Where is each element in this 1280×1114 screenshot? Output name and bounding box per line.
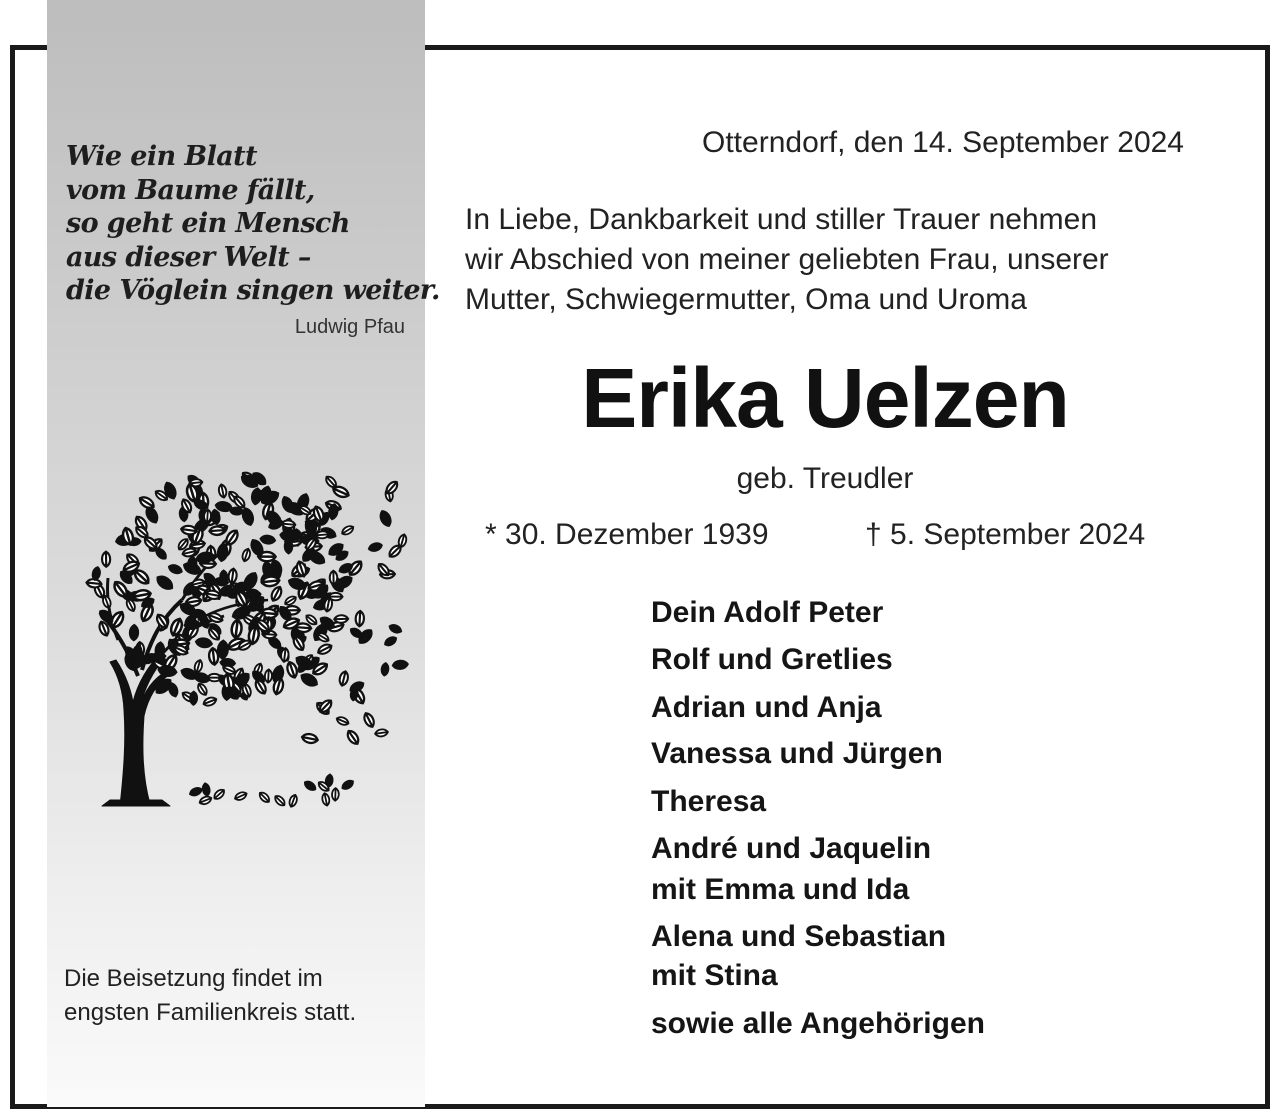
leaf-icon bbox=[384, 479, 400, 495]
leaf-icon bbox=[168, 563, 183, 575]
leaf-icon bbox=[196, 682, 209, 697]
leaf-icon bbox=[338, 670, 349, 686]
leaf-icon bbox=[378, 509, 392, 527]
leaf-icon bbox=[330, 571, 338, 585]
leaf-icon bbox=[355, 611, 364, 627]
leaf-icon bbox=[193, 659, 203, 673]
leaf-icon bbox=[345, 729, 361, 747]
leaf-icon bbox=[231, 619, 243, 638]
leaf-icon bbox=[195, 638, 212, 649]
leaf-icon bbox=[212, 788, 226, 801]
leaf-icon bbox=[283, 594, 297, 606]
leaf-icon bbox=[316, 531, 330, 539]
leaf-icon bbox=[169, 617, 184, 637]
poem-line: so geht ein Mensch bbox=[66, 208, 350, 239]
leaf-icon bbox=[368, 542, 383, 553]
leaf-icon bbox=[234, 790, 248, 801]
burial-line: engsten Familienkreis statt. bbox=[64, 999, 357, 1026]
leaf-icon bbox=[375, 729, 389, 738]
intro-line: wir Abschied von meiner geliebten Frau, unserer bbox=[465, 243, 1109, 276]
leaf-icon bbox=[303, 779, 317, 792]
intro-text bbox=[465, 200, 1225, 320]
leaf-icon bbox=[349, 626, 364, 639]
leaf-icon bbox=[281, 520, 295, 529]
poem-author: Ludwig Pfau bbox=[294, 316, 405, 338]
place-date: Otterndorf, den 14. September 2024 bbox=[702, 126, 1184, 159]
leaf-icon bbox=[331, 484, 350, 499]
deceased-name: Erika Uelzen bbox=[581, 351, 1069, 445]
leaf-icon bbox=[393, 660, 408, 669]
leaf-icon bbox=[260, 535, 275, 545]
mourner-line: mit Emma und Ida bbox=[651, 873, 910, 906]
leaf-icon bbox=[228, 568, 238, 584]
maiden-name: geb. Treudler bbox=[736, 462, 914, 495]
leaf-icon bbox=[332, 788, 339, 801]
leaf-icon bbox=[288, 794, 299, 808]
leaf-icon bbox=[193, 672, 210, 684]
leaf-icon bbox=[388, 623, 402, 634]
leaf-icon bbox=[383, 635, 397, 647]
leaf-icon bbox=[335, 715, 349, 726]
leaf-icon bbox=[202, 696, 217, 708]
mourner-line: André und Jaquelin bbox=[651, 832, 932, 865]
leaf-icon bbox=[209, 526, 225, 535]
mourner-line: Rolf und Gretlies bbox=[651, 643, 893, 676]
leaf-icon bbox=[273, 794, 287, 808]
leaf-icon bbox=[281, 495, 295, 513]
mourner-line: Vanessa und Jürgen bbox=[651, 737, 943, 770]
leaf-icon bbox=[130, 625, 139, 640]
leaf-icon bbox=[307, 549, 326, 566]
leaf-icon bbox=[190, 692, 198, 705]
leaf-icon bbox=[341, 779, 355, 792]
leaf-icon bbox=[230, 507, 243, 515]
leaf-icon bbox=[340, 524, 355, 537]
leaf-icon bbox=[376, 562, 391, 578]
leaf-icon bbox=[198, 795, 212, 806]
poem bbox=[66, 140, 440, 308]
mourner-line: Adrian und Anja bbox=[651, 691, 882, 724]
leaf-icon bbox=[202, 783, 211, 797]
death-date: † 5. September 2024 bbox=[865, 518, 1146, 551]
leaf-icon bbox=[184, 620, 200, 629]
mourner-line: Alena und Sebastian bbox=[651, 920, 947, 953]
leaf-icon bbox=[258, 790, 272, 804]
birth-date: * 30. Dezember 1939 bbox=[485, 518, 769, 551]
leaf-icon bbox=[241, 548, 252, 563]
leaf-icon bbox=[397, 533, 408, 548]
leaf-icon bbox=[265, 669, 273, 683]
leaf-icon bbox=[218, 641, 228, 659]
mourner-line: Theresa bbox=[651, 785, 767, 818]
burial-line: Die Beisetzung findet im bbox=[64, 965, 323, 992]
leaf-icon bbox=[316, 631, 330, 643]
poem-line: aus dieser Welt – bbox=[66, 241, 311, 273]
leaf-icon bbox=[362, 711, 376, 728]
leaf-icon bbox=[381, 663, 389, 676]
intro-line: In Liebe, Dankbarkeit und stiller Trauer nehmen bbox=[465, 203, 1098, 236]
burial-notice bbox=[64, 962, 414, 1030]
tree-with-falling-leaves-icon bbox=[58, 440, 418, 810]
leaf-icon bbox=[217, 543, 228, 561]
leaf-icon bbox=[218, 484, 228, 499]
leaf-icon bbox=[155, 574, 175, 592]
leaf-icon bbox=[321, 793, 330, 807]
poem-line: Wie ein Blatt bbox=[66, 141, 257, 172]
leaf-icon bbox=[142, 535, 159, 551]
leaf-icon bbox=[288, 577, 307, 592]
leaf-icon bbox=[101, 594, 112, 609]
mourner-line: Dein Adolf Peter bbox=[651, 596, 884, 629]
leaf-icon bbox=[301, 733, 318, 744]
leaf-icon bbox=[144, 505, 160, 524]
mourner-line: sowie alle Angehörigen bbox=[651, 1007, 985, 1040]
leaf-icon bbox=[269, 585, 283, 602]
poem-line: die Vöglein singen weiter. bbox=[66, 275, 440, 306]
leaf-icon bbox=[204, 509, 212, 522]
leaf-icon bbox=[295, 623, 311, 633]
leaf-icon bbox=[265, 509, 284, 528]
leaf-icon bbox=[102, 552, 110, 567]
leaf-icon bbox=[189, 786, 203, 797]
leaf-icon bbox=[91, 566, 101, 580]
intro-line: Mutter, Schwiegermutter, Oma und Uroma bbox=[465, 283, 1027, 316]
poem-line: vom Baume fällt, bbox=[66, 174, 315, 206]
mourner-line: mit Stina bbox=[651, 959, 778, 992]
leaf-icon bbox=[316, 642, 333, 656]
leaf-icon bbox=[334, 615, 348, 623]
leaf-icon bbox=[317, 698, 334, 715]
